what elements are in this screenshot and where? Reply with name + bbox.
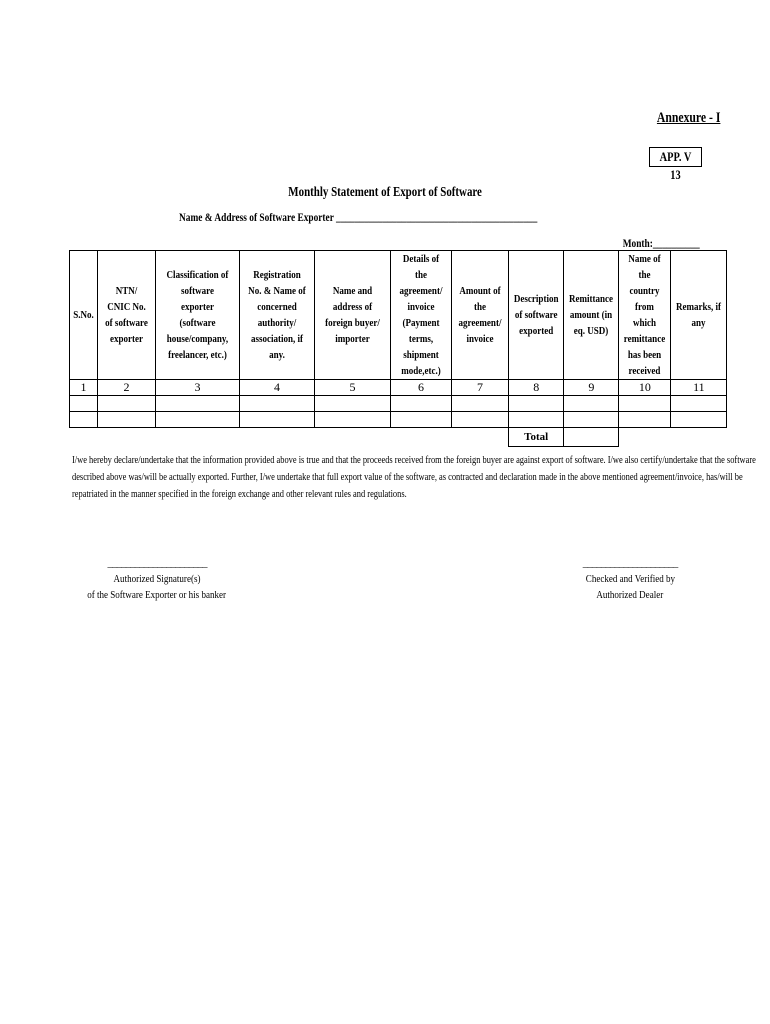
header-cell: S.No.	[70, 251, 98, 380]
entry-cell[interactable]	[156, 412, 240, 428]
entry-cell[interactable]	[564, 396, 619, 412]
entry-cell[interactable]	[70, 412, 98, 428]
document-title	[0, 185, 770, 201]
app-code: APP. V 13	[659, 149, 692, 182]
exporter-label: Name & Address of Software Exporter ___________________________________________	[179, 210, 538, 224]
column-number: 11	[671, 380, 727, 396]
column-number: 6	[391, 380, 452, 396]
total-row	[70, 428, 727, 447]
header-cell: Classification of software exporter (software house/company, freelancer, etc.)	[156, 251, 240, 380]
column-number: 7	[452, 380, 509, 396]
column-number-row	[70, 380, 727, 396]
entry-cell[interactable]	[240, 396, 315, 412]
total-spacer	[70, 428, 509, 447]
exporter-field	[179, 210, 638, 225]
header-cell: Registration No. & Name of concerned authority/ association, if any.	[240, 251, 315, 380]
signature-line: _____________________	[582, 557, 678, 569]
column-number: 5	[315, 380, 391, 396]
header-cell: NTN/ CNIC No. of software exporter	[98, 251, 156, 380]
entry-cell[interactable]	[315, 396, 391, 412]
title-text: Monthly Statement of Export of Software	[288, 185, 482, 200]
entry-cell[interactable]	[452, 396, 509, 412]
entry-cell[interactable]	[564, 412, 619, 428]
entry-cell[interactable]	[315, 412, 391, 428]
entry-cell[interactable]	[70, 396, 98, 412]
table-row	[70, 412, 727, 428]
annexure-heading: Annexure - I	[656, 110, 720, 126]
column-number: 10	[619, 380, 671, 396]
signature-caption: Checked and Verified by	[585, 573, 675, 585]
header-cell: Remittance amount (in eq. USD)	[564, 251, 619, 380]
entry-cell[interactable]	[619, 396, 671, 412]
export-statement-table	[69, 250, 727, 447]
total-label: Total	[509, 428, 564, 447]
app-code-box	[649, 147, 702, 182]
signature-caption: Authorized Dealer	[596, 589, 664, 601]
header-cell: Amount of the agreement/ invoice	[452, 251, 509, 380]
entry-cell[interactable]	[98, 412, 156, 428]
column-number: 8	[509, 380, 564, 396]
entry-cell[interactable]	[452, 412, 509, 428]
column-number: 3	[156, 380, 240, 396]
entry-cell[interactable]	[391, 412, 452, 428]
entry-cell[interactable]	[509, 396, 564, 412]
month-label: Month:__________	[623, 236, 700, 250]
signature-line: ______________________	[107, 557, 207, 569]
column-number: 2	[98, 380, 156, 396]
header-cell: Name of the country from which remittance has been received	[619, 251, 671, 380]
entry-cell[interactable]	[671, 412, 727, 428]
entry-cell[interactable]	[240, 412, 315, 428]
signature-caption: of the Software Exporter or his banker	[87, 589, 227, 601]
total-spacer	[619, 428, 727, 447]
entry-cell[interactable]	[391, 396, 452, 412]
column-number: 4	[240, 380, 315, 396]
total-value-cell[interactable]	[564, 428, 619, 447]
header-cell: Name and address of foreign buyer/ importer	[315, 251, 391, 380]
entry-cell[interactable]	[509, 412, 564, 428]
entry-cell[interactable]	[156, 396, 240, 412]
entry-cell[interactable]	[98, 396, 156, 412]
column-number: 9	[564, 380, 619, 396]
header-cell: Description of software exported	[509, 251, 564, 380]
header-row	[70, 251, 727, 380]
header-cell: Remarks, if any	[671, 251, 727, 380]
exporter-signature-block	[72, 555, 242, 603]
dealer-signature-block	[550, 555, 710, 603]
signature-caption: Authorized Signature(s)	[113, 573, 201, 585]
entry-cell[interactable]	[619, 412, 671, 428]
header-cell: Details of the agreement/ invoice (Payment terms, shipment mode,etc.)	[391, 251, 452, 380]
declaration-paragraph	[72, 452, 762, 503]
declaration-text: I/we hereby declare/undertake that the information provided above is true and that the proceeds received from the foreign buyer are against export of software. I/we also certify/undertake that the software described above was/will be actually exported. Further, I/we undertake that full export value of the software, as contracted and declaration made in the above mentioned agreement/invoice, has/will be repatriated in the manner specified in the foreign exchange and other relevant rules and regulations.	[72, 455, 756, 500]
table-row	[70, 396, 727, 412]
entry-cell[interactable]	[671, 396, 727, 412]
column-number: 1	[70, 380, 98, 396]
month-field	[601, 236, 700, 251]
